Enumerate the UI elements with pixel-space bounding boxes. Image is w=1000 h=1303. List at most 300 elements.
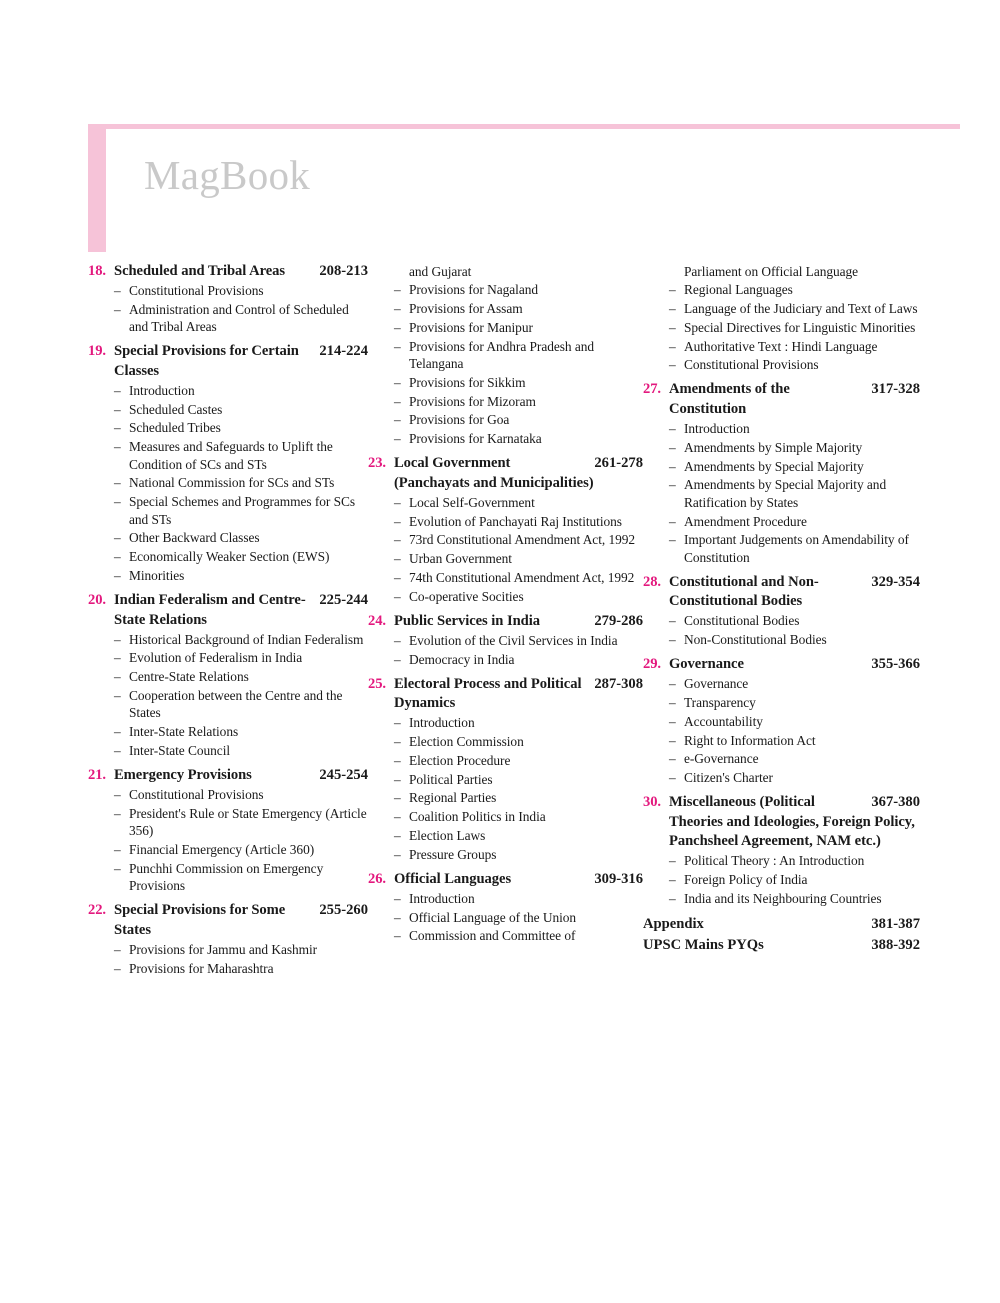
dash-bullet-icon: –: [114, 401, 121, 417]
chapter-title: Miscellaneous (Political Theories and Ideologies, Foreign Policy, Panchsheel Agreement, NAM etc.): [669, 794, 915, 850]
list-item[interactable]: [394, 393, 643, 410]
chapter-entry: [643, 793, 920, 907]
dash-bullet-icon: –: [394, 632, 401, 648]
chapter-title-wrap: [114, 766, 368, 786]
subtopic-label: Amendments by Special Majority: [684, 458, 864, 474]
dash-bullet-icon: –: [669, 319, 676, 335]
backmatter-page-range: 381-387: [871, 915, 920, 932]
dash-bullet-icon: –: [114, 549, 121, 565]
subtopic-label: Scheduled Tribes: [129, 420, 221, 436]
subtopic-continuation-line: [394, 263, 643, 280]
chapter-page-range: 355-366: [871, 656, 920, 673]
chapter-title-wrap: [669, 655, 920, 675]
list-item[interactable]: [114, 548, 368, 565]
dash-bullet-icon: –: [394, 494, 401, 510]
chapter-page-range: 214-224: [319, 343, 368, 360]
chapter-number: 21.: [88, 766, 106, 783]
subtopic-label: Provisions for Jammu and Kashmir: [129, 941, 318, 957]
chapter-title: Emergency Provisions: [114, 766, 252, 783]
chapter-heading[interactable]: [88, 591, 368, 630]
dash-bullet-icon: –: [114, 688, 121, 704]
chapter-title: Indian Federalism and Centre-State Relations: [114, 591, 306, 628]
list-item[interactable]: [669, 356, 920, 373]
subtopic-label: Official Language of the Union: [409, 909, 577, 925]
chapter-heading[interactable]: [368, 612, 643, 632]
chapter-title-wrap: [669, 573, 920, 612]
list-item[interactable]: [669, 890, 920, 907]
chapter-number: 18.: [88, 263, 106, 279]
list-item[interactable]: [669, 750, 920, 767]
subtopic-label: National Commission for SCs and STs: [129, 475, 335, 491]
chapter-title-wrap: [394, 454, 643, 493]
subtopic-label: Provisions for Karnataka: [409, 431, 542, 447]
dash-bullet-icon: –: [394, 374, 401, 390]
chapter-title: Governance: [669, 656, 744, 673]
dash-bullet-icon: –: [114, 301, 121, 317]
list-item[interactable]: [394, 281, 643, 298]
chapter-title-wrap: [114, 591, 368, 630]
dash-bullet-icon: –: [669, 872, 676, 888]
subtopic-label: Other Backward Classes: [129, 530, 260, 546]
subtopic-label: Urban Government: [409, 551, 512, 567]
chapter-title-wrap: [114, 342, 368, 381]
dash-bullet-icon: –: [669, 477, 676, 493]
subtopic-label: Introduction: [129, 382, 195, 398]
subtopic-label: Citizen's Charter: [684, 770, 773, 786]
chapter-subtopic-list: [88, 631, 368, 760]
list-item[interactable]: [114, 493, 368, 528]
dash-bullet-icon: –: [394, 846, 401, 862]
subtopic-label: Election Commission: [409, 734, 524, 750]
dash-bullet-icon: –: [394, 909, 401, 925]
subtopic-label: Provisions for Andhra Pradesh and Telangana: [409, 338, 595, 372]
list-item[interactable]: [394, 374, 643, 391]
dash-bullet-icon: –: [669, 513, 676, 529]
list-item[interactable]: [114, 742, 368, 759]
dash-bullet-icon: –: [394, 771, 401, 787]
dash-bullet-icon: –: [114, 860, 121, 876]
subtopic-label: Economically Weaker Section (EWS): [129, 549, 330, 565]
subtopic-label: Provisions for Nagaland: [409, 282, 539, 298]
chapter-title: Special Provisions for Certain Classes: [114, 343, 299, 379]
subtopic-label: Cooperation between the Centre and the States: [129, 688, 343, 721]
chapter-subtopic-list: [368, 714, 643, 863]
list-item[interactable]: [114, 631, 368, 648]
dash-bullet-icon: –: [669, 421, 676, 437]
chapter-entry: [643, 655, 920, 786]
dash-bullet-icon: –: [669, 732, 676, 748]
chapter-number: 22.: [88, 902, 106, 919]
subtopic-label: Transparency: [684, 695, 756, 711]
subtopic-label: Authoritative Text : Hindi Language: [684, 338, 878, 354]
subtopic-label: Introduction: [409, 890, 475, 906]
dash-bullet-icon: –: [669, 532, 676, 548]
list-item[interactable]: [669, 631, 920, 648]
list-item[interactable]: [669, 531, 920, 566]
dash-bullet-icon: –: [669, 713, 676, 729]
subtopic-label: Scheduled Castes: [129, 401, 223, 417]
chapter-number: 23.: [368, 455, 386, 472]
list-item[interactable]: [114, 941, 368, 958]
dash-bullet-icon: –: [669, 676, 676, 692]
subtopic-label: Inter-State Relations: [129, 724, 239, 740]
subtopic-label: Provisions for Assam: [409, 301, 523, 317]
dash-bullet-icon: –: [669, 613, 676, 629]
list-item[interactable]: [669, 713, 920, 730]
dash-bullet-icon: –: [114, 960, 121, 976]
list-item[interactable]: [394, 733, 643, 750]
dash-bullet-icon: –: [394, 551, 401, 567]
chapter-entry: [88, 766, 368, 895]
subtopic-label: Measures and Safeguards to Uplift the Condition of SCs and STs: [129, 439, 333, 472]
backmatter-entry[interactable]: [643, 914, 920, 935]
chapter-page-range: 245-254: [319, 766, 368, 783]
list-item[interactable]: [669, 769, 920, 786]
chapter-number: 19.: [88, 343, 106, 360]
dash-bullet-icon: –: [394, 412, 401, 428]
subtopic-label: Pressure Groups: [409, 846, 497, 862]
dash-bullet-icon: –: [394, 890, 401, 906]
subtopic-label: Inter-State Council: [129, 743, 231, 759]
subtopic-label: Democracy in India: [409, 651, 515, 667]
dash-bullet-icon: –: [394, 734, 401, 750]
list-item[interactable]: [114, 841, 368, 858]
list-item[interactable]: [114, 649, 368, 666]
subtopic-label: Parliament on Official Language: [684, 263, 859, 279]
subtopic-label: Provisions for Maharashtra: [129, 960, 274, 976]
list-item[interactable]: [669, 513, 920, 530]
chapter-heading[interactable]: [88, 901, 368, 940]
list-item[interactable]: [114, 786, 368, 803]
chapter-page-range: 255-260: [319, 902, 368, 919]
subtopic-label: Co-operative Socities: [409, 588, 524, 604]
chapter-entry: [88, 901, 368, 977]
subtopic-label: e-Governance: [684, 751, 759, 767]
chapter-subtopic-list: [88, 282, 368, 336]
list-item[interactable]: [394, 550, 643, 567]
list-item[interactable]: [394, 771, 643, 788]
brand-wordmark: MagBook: [144, 152, 311, 198]
chapter-subtopic-list: [643, 263, 920, 374]
list-item[interactable]: [114, 529, 368, 546]
chapter-subtopic-list: [368, 632, 643, 668]
chapter-entry: [88, 591, 368, 759]
chapter-continuation: [643, 263, 920, 374]
chapter-number: 25.: [368, 675, 386, 692]
list-item[interactable]: [394, 714, 643, 731]
backmatter-label: Appendix: [643, 915, 704, 932]
list-item[interactable]: [394, 411, 643, 428]
list-item[interactable]: [114, 382, 368, 399]
chapter-title-wrap: [394, 675, 643, 714]
dash-bullet-icon: –: [394, 532, 401, 548]
dash-bullet-icon: –: [394, 570, 401, 586]
list-item[interactable]: [669, 319, 920, 336]
subtopic-label: Foreign Policy of India: [684, 872, 808, 888]
subtopic-label: Political Parties: [409, 771, 493, 787]
dash-bullet-icon: –: [114, 283, 121, 299]
chapter-subtopic-list: [643, 612, 920, 648]
dash-bullet-icon: –: [114, 724, 121, 740]
chapter-title: Amendments of the Constitution: [669, 381, 790, 417]
list-item[interactable]: [114, 723, 368, 740]
subtopic-label: Constitutional Provisions: [129, 283, 264, 299]
list-item[interactable]: [114, 668, 368, 685]
chapter-heading[interactable]: [88, 262, 368, 282]
subtopic-label: Right to Information Act: [684, 732, 816, 748]
list-item[interactable]: [669, 694, 920, 711]
header-accent-rule-horizontal: [88, 124, 960, 129]
subtopic-label: Centre-State Relations: [129, 669, 249, 685]
chapter-page-range: 225-244: [319, 591, 368, 608]
subtopic-label: Constitutional Provisions: [129, 787, 264, 803]
dash-bullet-icon: –: [669, 282, 676, 298]
dash-bullet-icon: –: [394, 431, 401, 447]
chapter-subtopic-list: [368, 890, 643, 945]
subtopic-label: India and its Neighbouring Countries: [684, 891, 882, 907]
backmatter-label: UPSC Mains PYQs: [643, 937, 764, 954]
list-item[interactable]: [669, 852, 920, 869]
dash-bullet-icon: –: [394, 828, 401, 844]
list-item[interactable]: [114, 567, 368, 584]
chapter-number: 26.: [368, 870, 386, 887]
dash-bullet-icon: –: [394, 809, 401, 825]
list-item[interactable]: [394, 494, 643, 511]
list-item[interactable]: [669, 300, 920, 317]
chapter-subtopic-list: [368, 263, 643, 448]
dash-bullet-icon: –: [394, 752, 401, 768]
chapter-continuation: [368, 263, 643, 448]
chapter-title-wrap: [669, 793, 920, 852]
dash-bullet-icon: –: [114, 530, 121, 546]
list-item[interactable]: [394, 808, 643, 825]
dash-bullet-icon: –: [669, 751, 676, 767]
dash-bullet-icon: –: [114, 382, 121, 398]
dash-bullet-icon: –: [114, 669, 121, 685]
chapter-heading[interactable]: [643, 655, 920, 675]
chapter-entry: [88, 342, 368, 584]
list-item[interactable]: [669, 420, 920, 437]
dash-bullet-icon: –: [394, 588, 401, 604]
subtopic-label: Constitutional Bodies: [684, 613, 800, 629]
chapter-heading[interactable]: [643, 793, 920, 852]
subtopic-label: Amendments by Special Majority and Ratification by States: [684, 477, 887, 510]
chapter-page-range: 317-328: [871, 381, 920, 398]
list-item[interactable]: [394, 513, 643, 530]
subtopic-label: 73rd Constitutional Amendment Act, 1992: [409, 532, 636, 548]
list-item[interactable]: [114, 419, 368, 436]
chapter-number: 29.: [643, 656, 661, 673]
chapter-heading[interactable]: [368, 675, 643, 714]
list-item[interactable]: [114, 960, 368, 977]
chapter-number: 24.: [368, 612, 386, 629]
dash-bullet-icon: –: [114, 787, 121, 803]
dash-bullet-icon: –: [394, 513, 401, 529]
dash-bullet-icon: –: [394, 301, 401, 317]
chapter-number: 28.: [643, 573, 661, 590]
chapter-entry: [88, 262, 368, 336]
list-item[interactable]: [114, 474, 368, 491]
dash-bullet-icon: –: [114, 568, 121, 584]
list-item[interactable]: [114, 282, 368, 299]
header-accent-rule-vertical: [88, 124, 106, 252]
list-item[interactable]: [114, 438, 368, 473]
list-item[interactable]: [394, 319, 643, 336]
subtopic-label: Evolution of Panchayati Raj Institutions: [409, 513, 622, 529]
chapter-subtopic-list: [643, 852, 920, 907]
list-item[interactable]: [394, 531, 643, 548]
chapter-page-range: 208-213: [319, 263, 368, 279]
chapter-title-wrap: [114, 901, 368, 940]
chapter-heading[interactable]: [643, 380, 920, 419]
toc-column-3: [643, 262, 920, 984]
list-item[interactable]: [394, 338, 643, 373]
list-item[interactable]: [394, 827, 643, 844]
table-of-contents: [88, 262, 960, 984]
dash-bullet-icon: –: [669, 357, 676, 373]
subtopic-label: President's Rule or State Emergency (Article 356): [129, 805, 367, 839]
subtopic-label: Introduction: [684, 421, 750, 437]
backmatter-entry[interactable]: [643, 935, 920, 956]
subtopic-label: Introduction: [409, 715, 475, 731]
chapter-number: 27.: [643, 381, 661, 398]
subtopic-label: 74th Constitutional Amendment Act, 1992: [409, 570, 635, 586]
subtopic-label: Evolution of Federalism in India: [129, 650, 303, 666]
dash-bullet-icon: –: [669, 301, 676, 317]
dash-bullet-icon: –: [394, 715, 401, 731]
chapter-page-range: 367-380: [871, 794, 920, 811]
dash-bullet-icon: –: [669, 338, 676, 354]
subtopic-label: Amendments by Simple Majority: [684, 439, 863, 455]
backmatter-page-range: 388-392: [871, 937, 920, 954]
subtopic-label: Commission and Committee of: [409, 928, 576, 944]
list-item[interactable]: [669, 281, 920, 298]
toc-column-2: [368, 262, 643, 984]
list-item[interactable]: [394, 651, 643, 668]
subtopic-label: Special Schemes and Programmes for SCs and STs: [129, 494, 356, 527]
chapter-heading[interactable]: [368, 454, 643, 493]
subtopic-label: Provisions for Sikkim: [409, 374, 526, 390]
chapter-heading[interactable]: [368, 870, 643, 890]
dash-bullet-icon: –: [394, 651, 401, 667]
chapter-title: Local Government (Panchayats and Municipalities): [394, 455, 594, 491]
chapter-title: Official Languages: [394, 870, 512, 887]
subtopic-label: Provisions for Manipur: [409, 319, 533, 335]
dash-bullet-icon: –: [114, 475, 121, 491]
list-item[interactable]: [394, 300, 643, 317]
list-item[interactable]: [394, 890, 643, 907]
chapter-subtopic-list: [88, 941, 368, 977]
list-item[interactable]: [394, 430, 643, 447]
chapter-heading[interactable]: [88, 342, 368, 381]
subtopic-label: Punchhi Commission on Emergency Provisions: [129, 860, 324, 894]
dash-bullet-icon: –: [394, 282, 401, 298]
list-item[interactable]: [394, 789, 643, 806]
dash-bullet-icon: –: [394, 790, 401, 806]
subtopic-label: Historical Background of Indian Federalism: [129, 631, 364, 647]
chapter-title: Constitutional and Non-Constitutional Bodies: [669, 573, 819, 610]
chapter-subtopic-list: [643, 675, 920, 786]
chapter-title-wrap: [669, 380, 920, 419]
chapter-title: Public Services in India: [394, 612, 540, 629]
chapter-entry: [368, 612, 643, 668]
list-item[interactable]: [394, 569, 643, 586]
list-item[interactable]: [394, 752, 643, 769]
list-item[interactable]: [669, 458, 920, 475]
dash-bullet-icon: –: [114, 631, 121, 647]
list-item[interactable]: [114, 401, 368, 418]
list-item[interactable]: [394, 846, 643, 863]
dash-bullet-icon: –: [114, 805, 121, 821]
chapter-heading[interactable]: [643, 573, 920, 612]
subtopic-label: Accountability: [684, 713, 763, 729]
chapter-page-range: 279-286: [594, 612, 643, 629]
subtopic-label: Provisions for Goa: [409, 412, 510, 428]
subtopic-label: Governance: [684, 676, 749, 692]
list-item[interactable]: [394, 909, 643, 926]
dash-bullet-icon: –: [669, 770, 676, 786]
dash-bullet-icon: –: [114, 439, 121, 455]
list-item[interactable]: [114, 687, 368, 722]
list-item[interactable]: [669, 439, 920, 456]
list-item[interactable]: [114, 860, 368, 895]
subtopic-label: Financial Emergency (Article 360): [129, 842, 315, 858]
chapter-page-range: 261-278: [594, 455, 643, 472]
chapter-title: Scheduled and Tribal Areas: [114, 263, 286, 279]
dash-bullet-icon: –: [669, 458, 676, 474]
subtopic-label: Regional Parties: [409, 790, 497, 806]
chapter-number: 30.: [643, 794, 661, 811]
subtopic-label: Provisions for Mizoram: [409, 393, 536, 409]
list-item[interactable]: [669, 675, 920, 692]
subtopic-label: Regional Languages: [684, 282, 793, 298]
dash-bullet-icon: –: [114, 420, 121, 436]
list-item[interactable]: [669, 476, 920, 511]
dash-bullet-icon: –: [114, 743, 121, 759]
chapter-entry: [368, 675, 643, 864]
list-item[interactable]: [114, 301, 368, 336]
list-item[interactable]: [394, 632, 643, 649]
list-item[interactable]: [394, 927, 643, 944]
subtopic-label: and Gujarat: [409, 263, 472, 279]
chapter-entry: [643, 380, 920, 566]
subtopic-label: Language of the Judiciary and Text of Laws: [684, 301, 918, 317]
subtopic-label: Coalition Politics in India: [409, 809, 546, 825]
list-item[interactable]: [669, 732, 920, 749]
list-item[interactable]: [669, 612, 920, 629]
dash-bullet-icon: –: [669, 439, 676, 455]
subtopic-label: Constitutional Provisions: [684, 357, 819, 373]
dash-bullet-icon: –: [394, 928, 401, 944]
subtopic-label: Administration and Control of Scheduled and Tribal Areas: [129, 301, 349, 335]
chapter-entry: [368, 870, 643, 945]
list-item[interactable]: [394, 588, 643, 605]
subtopic-label: Special Directives for Linguistic Minorities: [684, 319, 916, 335]
chapter-page-range: 287-308: [594, 675, 643, 692]
dash-bullet-icon: –: [669, 891, 676, 907]
chapter-title-wrap: [394, 612, 643, 632]
dash-bullet-icon: –: [114, 650, 121, 666]
chapter-heading[interactable]: [88, 766, 368, 786]
list-item[interactable]: [114, 805, 368, 840]
chapter-title-wrap: [114, 262, 368, 282]
subtopic-label: Non-Constitutional Bodies: [684, 632, 827, 648]
chapter-number: 20.: [88, 591, 106, 608]
list-item[interactable]: [669, 871, 920, 888]
dash-bullet-icon: –: [394, 319, 401, 335]
list-item[interactable]: [669, 338, 920, 355]
subtopic-label: Local Self-Government: [409, 494, 535, 510]
